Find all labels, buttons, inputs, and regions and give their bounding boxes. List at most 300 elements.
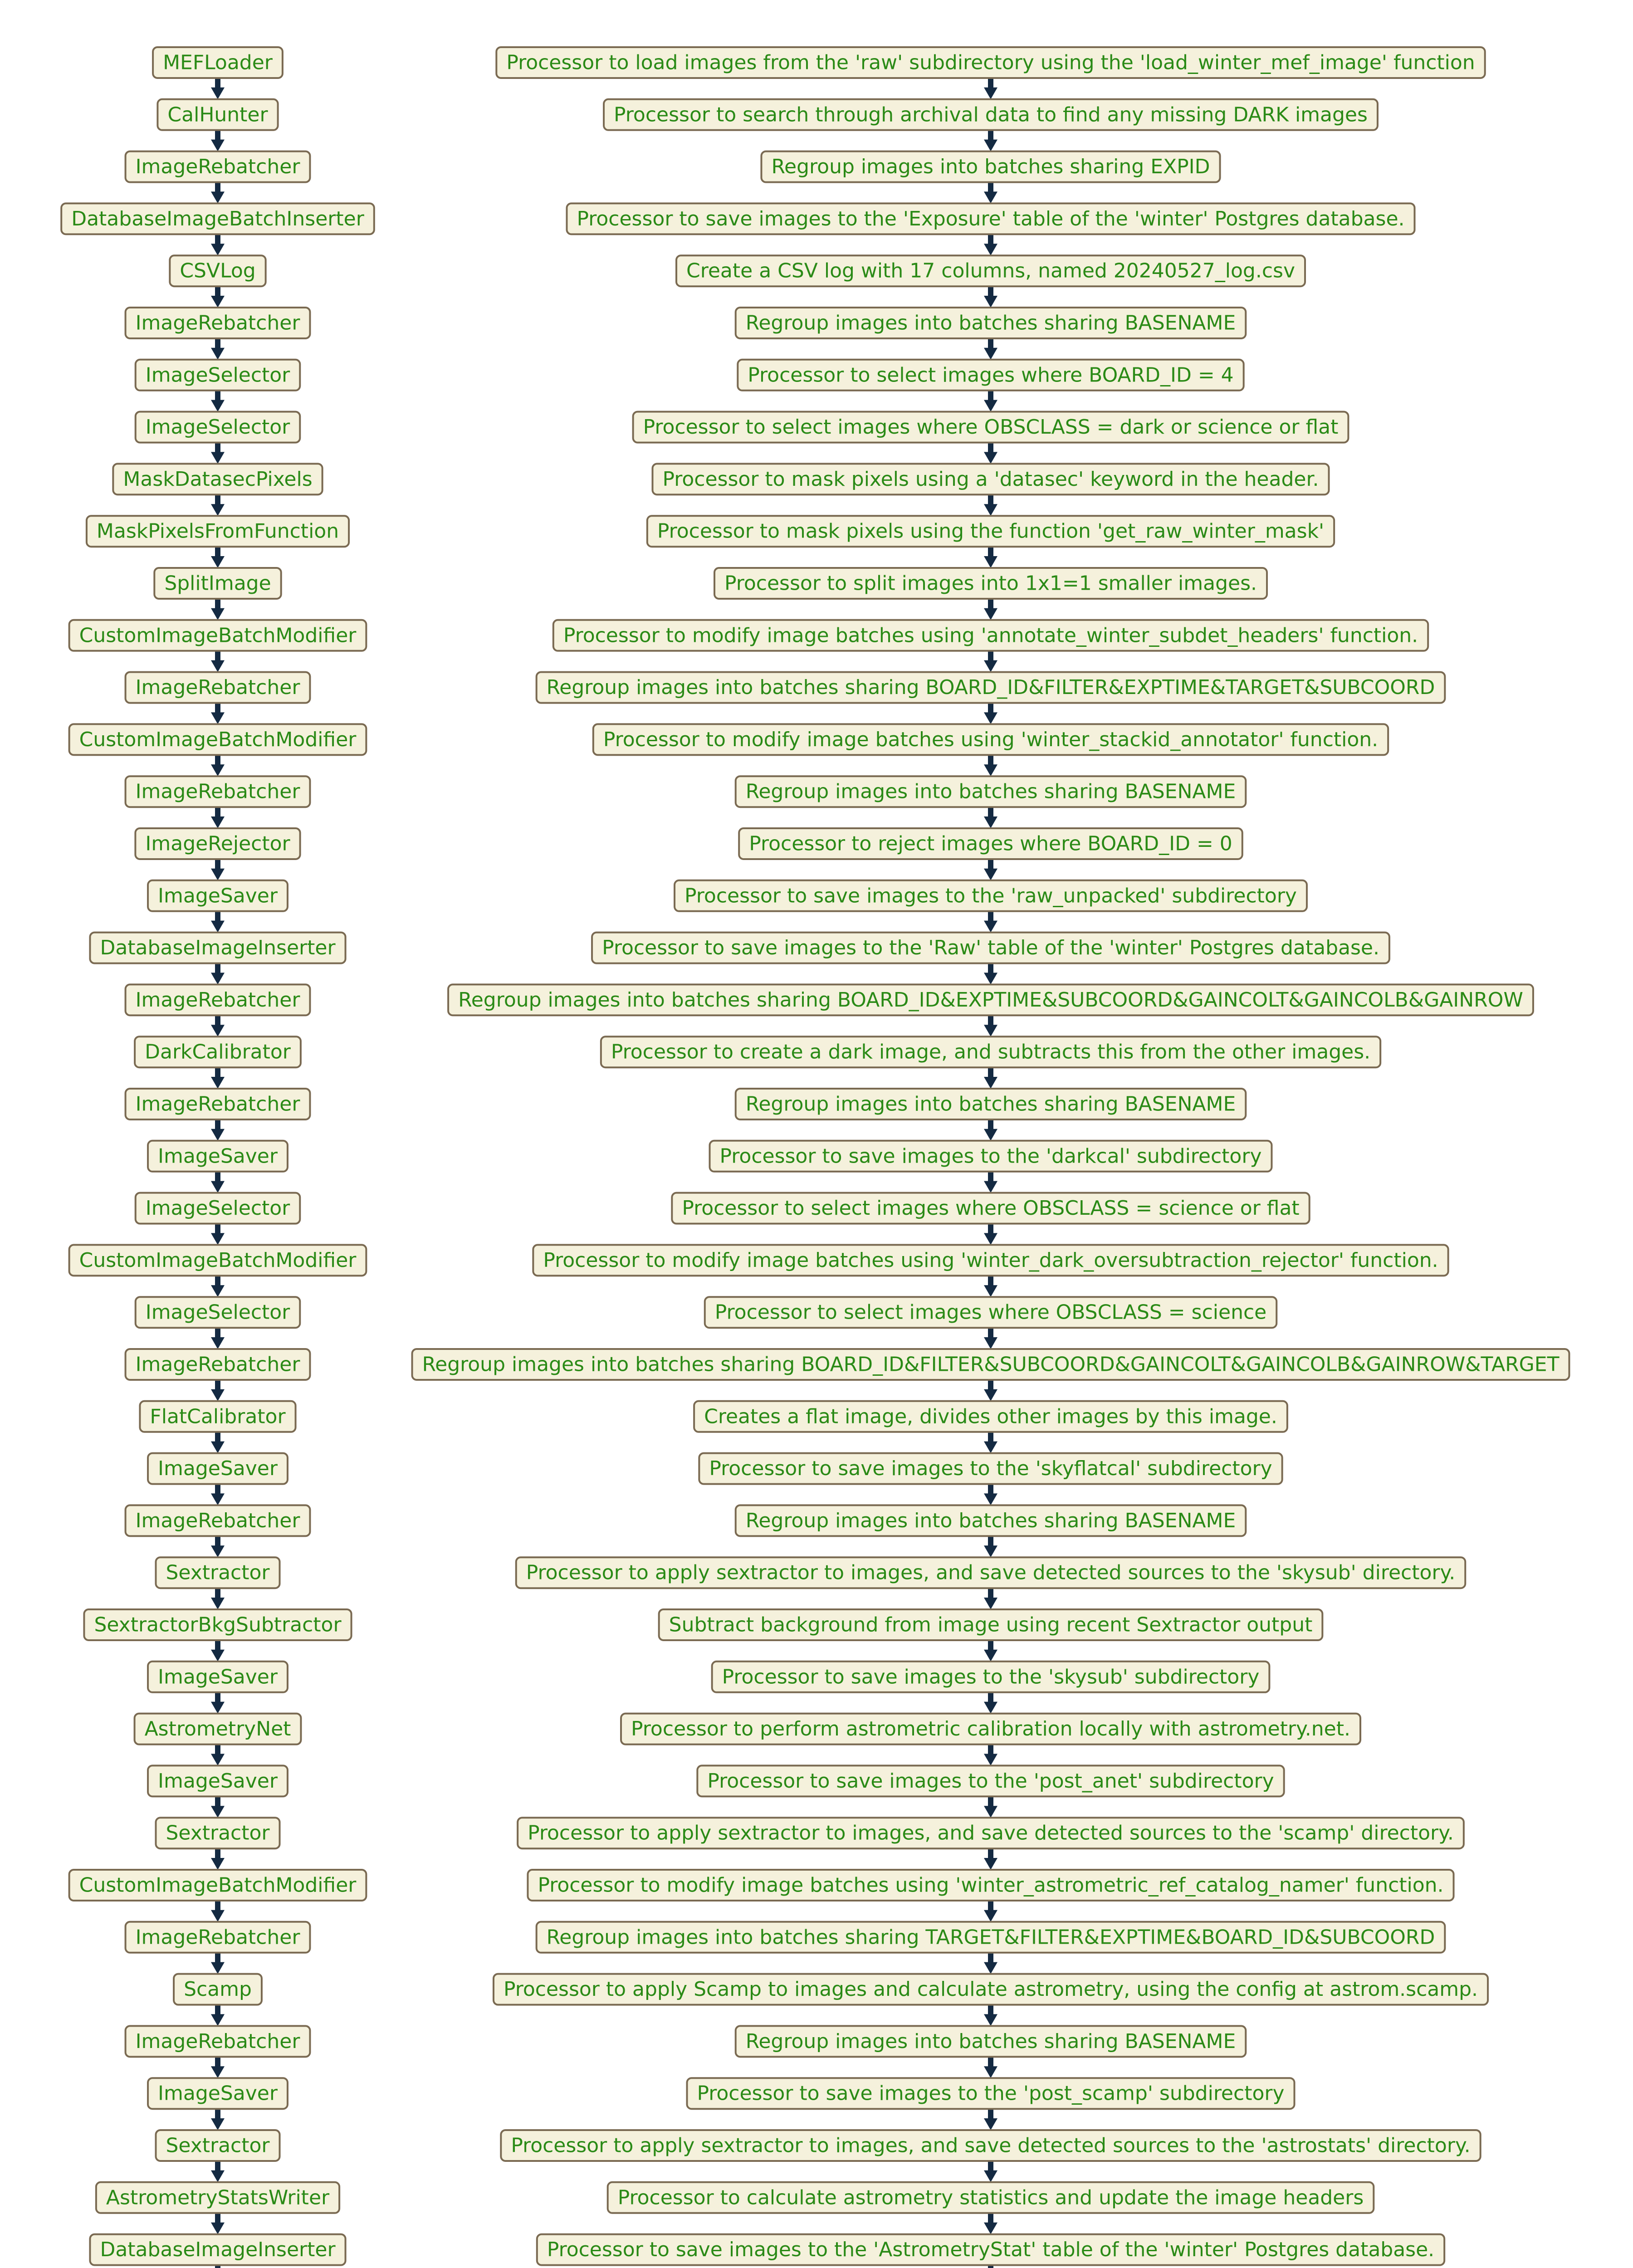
description-node-label: Regroup images into batches sharing BOARD_ID&FILTER&SUBCOORD&GAINCOLT&GAINCOLB&GAINROW&TARGET xyxy=(422,1353,1560,1376)
processor-arrow-head xyxy=(211,400,225,412)
processor-arrow-head xyxy=(211,973,225,984)
processor-arrow-head xyxy=(211,1233,225,1245)
description-node xyxy=(448,984,1533,1015)
description-node-label: Regroup images into batches sharing BASENAME xyxy=(745,1509,1236,1532)
processor-node xyxy=(126,672,310,703)
processor-arrow-head xyxy=(211,1545,225,1557)
processor-node xyxy=(148,880,288,911)
description-node-label: Processor to reject images where BOARD_ID = 0 xyxy=(749,832,1232,855)
processor-node-label: ImageRebatcher xyxy=(135,1509,300,1532)
processor-arrow xyxy=(211,338,225,360)
processor-arrow xyxy=(211,234,225,255)
processor-node xyxy=(87,516,349,547)
processor-node xyxy=(126,1349,310,1380)
processor-arrow-head xyxy=(211,1389,225,1401)
processor-arrow-head xyxy=(211,869,225,880)
description-arrow-head xyxy=(984,2066,997,2078)
description-node xyxy=(537,1922,1445,1953)
description-node-label: Processor to save images to the 'Raw' table of the 'winter' Postgres database. xyxy=(602,936,1379,960)
processor-node-label: CalHunter xyxy=(167,103,268,127)
description-arrow-head xyxy=(984,973,997,984)
processor-node xyxy=(156,1818,279,1848)
description-arrow-head xyxy=(984,1702,997,1714)
description-arrow-head xyxy=(984,660,997,672)
processor-node xyxy=(126,1922,310,1953)
description-node-label: Processor to apply sextractor to images, and save detected sources to the 'scamp' directory. xyxy=(528,1821,1454,1845)
processor-node-label: MaskPixelsFromFunction xyxy=(96,519,339,543)
description-arrow-head xyxy=(984,348,997,360)
description-arrow xyxy=(984,2213,997,2234)
description-node-label: Create a CSV log with 17 columns, named 20240527_log.csv xyxy=(686,259,1295,283)
description-node xyxy=(714,568,1267,599)
description-node xyxy=(621,1714,1360,1745)
description-arrow-head xyxy=(984,1754,997,1765)
processor-node-label: ImageRebatcher xyxy=(135,2029,300,2053)
description-arrow-head xyxy=(984,816,997,828)
processor-node xyxy=(126,984,310,1015)
processor-arrow-head xyxy=(211,504,225,516)
processor-arrow xyxy=(211,1328,225,1349)
description-node-label: Regroup images into batches sharing BASENAME xyxy=(745,780,1236,803)
description-node xyxy=(592,933,1389,963)
description-node-label: Processor to mask pixels using a 'datasec' keyword in the header. xyxy=(662,467,1319,491)
description-node xyxy=(567,203,1414,234)
description-arrow xyxy=(984,286,997,308)
description-arrow xyxy=(984,703,997,724)
processor-arrow-head xyxy=(211,140,225,152)
description-node-label: Processor to save images to the 'skysub' subdirectory xyxy=(722,1665,1260,1689)
processor-arrow xyxy=(211,1224,225,1245)
description-arrow xyxy=(984,1588,997,1609)
processor-arrow xyxy=(211,859,225,880)
processor-arrow xyxy=(211,1484,225,1505)
processor-arrow-head xyxy=(211,764,225,776)
description-arrow xyxy=(984,1953,997,1974)
description-arrow xyxy=(984,494,997,516)
description-arrow xyxy=(984,1224,997,1245)
description-node-label: Processor to save images to the 'raw_unpacked' subdirectory xyxy=(684,884,1297,908)
processor-arrow xyxy=(211,182,225,204)
description-arrow-head xyxy=(984,191,997,203)
processor-arrow-head xyxy=(211,1598,225,1609)
description-arrow xyxy=(984,963,997,985)
processor-arrow-head xyxy=(211,1754,225,1765)
description-node xyxy=(604,99,1378,130)
processor-node-label: Sextractor xyxy=(166,1561,270,1584)
processor-node xyxy=(96,2182,339,2213)
processor-arrow xyxy=(211,2213,225,2234)
processor-arrow-head xyxy=(211,1493,225,1505)
description-arrow xyxy=(984,807,997,828)
processor-arrow xyxy=(211,651,225,672)
processor-arrow xyxy=(211,755,225,776)
description-node xyxy=(738,360,1243,391)
description-arrow xyxy=(984,651,997,672)
processor-node-label: ImageSaver xyxy=(158,1457,278,1481)
processor-node-label: MEFLoader xyxy=(163,51,273,74)
description-arrow xyxy=(984,2005,997,2026)
description-node xyxy=(710,1141,1272,1172)
description-arrow-head xyxy=(984,1545,997,1557)
processor-arrow-head xyxy=(211,2118,225,2130)
description-node xyxy=(739,828,1242,859)
processor-arrow-head xyxy=(211,1129,225,1141)
processor-arrow-head xyxy=(211,1077,225,1089)
description-arrow-head xyxy=(984,504,997,516)
description-arrow xyxy=(984,1796,997,1818)
processor-node xyxy=(84,1609,351,1640)
processor-arrow xyxy=(211,2109,225,2130)
processor-node xyxy=(126,1505,310,1536)
processor-arrow xyxy=(211,703,225,724)
processor-arrow-head xyxy=(211,1806,225,1818)
processor-node-label: ImageRejector xyxy=(145,832,290,855)
description-arrow xyxy=(984,1015,997,1036)
description-arrow-head xyxy=(984,1962,997,1974)
processor-arrow-head xyxy=(211,244,225,255)
description-arrow-head xyxy=(984,2014,997,2026)
processor-arrow-head xyxy=(211,452,225,464)
description-node xyxy=(593,724,1388,755)
description-arrow xyxy=(984,182,997,204)
description-node xyxy=(494,1974,1488,2005)
processor-node xyxy=(113,464,322,494)
processor-node xyxy=(148,1765,288,1796)
processor-node-label: ImageRebatcher xyxy=(135,311,300,335)
processor-arrow-head xyxy=(211,921,225,933)
processor-node xyxy=(154,568,281,599)
description-node-label: Processor to apply sextractor to images, and save detected sources to the 'skysub' directory. xyxy=(526,1561,1456,1584)
processor-node xyxy=(135,1036,301,1067)
processor-arrow-head xyxy=(211,2170,225,2182)
processor-node xyxy=(153,47,283,78)
description-node xyxy=(647,516,1334,547)
description-node-label: Processor to mask pixels using the function 'get_raw_winter_mask' xyxy=(657,519,1325,543)
description-arrow xyxy=(984,1380,997,1401)
description-arrow-head xyxy=(984,1598,997,1609)
description-node-label: Regroup images into batches sharing BOARD_ID&EXPTIME&SUBCOORD&GAINCOLT&GAINCOLB&GAINROW xyxy=(458,988,1523,1012)
description-arrow xyxy=(984,859,997,880)
processor-node xyxy=(126,776,310,807)
processor-node xyxy=(90,2234,345,2265)
description-arrow-head xyxy=(984,1442,997,1453)
processor-node xyxy=(156,2130,279,2161)
description-node xyxy=(553,620,1428,651)
description-node-label: Processor to modify image batches using 'winter_astrometric_ref_catalog_namer' function. xyxy=(538,1873,1444,1897)
node-layer xyxy=(61,47,1569,2268)
description-arrow xyxy=(984,78,997,99)
processor-arrow xyxy=(211,78,225,99)
description-arrow xyxy=(984,1640,997,1662)
processor-arrow xyxy=(211,2005,225,2026)
description-arrow-head xyxy=(984,712,997,724)
description-arrow-head xyxy=(984,400,997,412)
description-arrow-head xyxy=(984,556,997,568)
processor-arrow xyxy=(211,1953,225,1974)
description-arrow xyxy=(984,911,997,933)
description-node xyxy=(659,1609,1323,1640)
description-node xyxy=(736,1505,1246,1536)
description-node xyxy=(705,1297,1276,1328)
processor-arrow xyxy=(211,807,225,828)
description-node xyxy=(608,2182,1374,2213)
processor-arrow xyxy=(211,443,225,464)
processor-arrow-head xyxy=(211,712,225,724)
processor-node xyxy=(69,1870,367,1901)
description-node-label: Regroup images into batches sharing BASENAME xyxy=(745,2029,1236,2053)
description-arrow xyxy=(984,2109,997,2130)
description-node xyxy=(712,1662,1270,1692)
processor-arrow xyxy=(211,1119,225,1141)
processor-arrow-head xyxy=(211,2223,225,2234)
description-arrow-head xyxy=(984,1285,997,1297)
processor-node xyxy=(69,620,367,651)
processor-node-label: ImageSelector xyxy=(145,1197,290,1220)
processor-node-label: CustomImageBatchModifier xyxy=(79,624,357,647)
description-node xyxy=(518,1818,1464,1848)
processor-arrow xyxy=(211,1588,225,1609)
processor-arrow xyxy=(211,1692,225,1714)
processor-node-label: CustomImageBatchModifier xyxy=(79,1248,357,1272)
description-node-label: Processor to select images where OBSCLASS = science or flat xyxy=(682,1197,1300,1220)
description-arrow-head xyxy=(984,1858,997,1870)
description-node xyxy=(501,2130,1480,2161)
processor-node xyxy=(174,1974,262,2005)
processor-arrow xyxy=(211,1796,225,1818)
description-node-label: Regroup images into batches sharing BOARD_ID&FILTER&EXPTIME&TARGET&SUBCOORD xyxy=(546,676,1435,699)
processor-arrow xyxy=(211,1745,225,1766)
processor-node xyxy=(126,1089,310,1119)
processor-node-label: ImageRebatcher xyxy=(135,780,300,803)
description-node xyxy=(516,1557,1465,1588)
processor-node-label: ImageSaver xyxy=(158,1665,278,1689)
processor-node-label: DarkCalibrator xyxy=(145,1040,291,1064)
processor-node-label: DatabaseImageInserter xyxy=(100,936,336,960)
description-node-label: Processor to modify image batches using 'annotate_winter_subdet_headers' function. xyxy=(563,624,1418,647)
processor-arrow-head xyxy=(211,660,225,672)
processor-node-label: ImageRebatcher xyxy=(135,155,300,179)
description-arrow xyxy=(984,1901,997,1922)
description-arrow-head xyxy=(984,2223,997,2234)
processor-arrow xyxy=(211,494,225,516)
description-arrow xyxy=(984,2057,997,2078)
processor-node-label: ImageRebatcher xyxy=(135,1092,300,1116)
processor-arrow xyxy=(211,1380,225,1401)
description-arrow xyxy=(984,599,997,620)
processor-node xyxy=(156,1557,279,1588)
description-arrow-head xyxy=(984,921,997,933)
processor-node-label: CustomImageBatchModifier xyxy=(79,728,357,751)
description-node xyxy=(761,152,1220,182)
processor-node-label: ImageRebatcher xyxy=(135,676,300,699)
description-node-label: Processor to save images to the 'post_scamp' subdirectory xyxy=(697,2082,1285,2105)
description-node-label: Processor to save images to the 'Exposure' table of the 'winter' Postgres database. xyxy=(577,207,1405,230)
processor-node xyxy=(148,1453,288,1484)
description-node xyxy=(537,2234,1444,2265)
description-node xyxy=(653,464,1329,494)
processor-arrow-head xyxy=(211,1337,225,1349)
description-node xyxy=(736,776,1246,807)
description-node-label: Regroup images into batches sharing BASENAME xyxy=(745,1092,1236,1116)
description-node xyxy=(528,1870,1453,1901)
processor-arrow-head xyxy=(211,1025,225,1036)
processor-arrow xyxy=(211,1901,225,1922)
processor-node-label: ImageRebatcher xyxy=(135,1926,300,1949)
description-node-label: Processor to search through archival data to find any missing DARK images xyxy=(614,103,1368,127)
processor-node-label: ImageSelector xyxy=(145,415,290,439)
processor-arrow-head xyxy=(211,1702,225,1714)
processor-arrow xyxy=(211,1172,225,1193)
description-arrow xyxy=(984,1172,997,1193)
processor-node-label: AstrometryNet xyxy=(144,1717,291,1741)
processor-node-label: CSVLog xyxy=(180,259,256,283)
description-arrow xyxy=(984,547,997,568)
description-arrow-head xyxy=(984,244,997,255)
description-node-label: Processor to apply Scamp to images and calculate astrometry, using the config at astrom.scamp. xyxy=(503,1978,1478,2001)
processor-node xyxy=(136,412,300,443)
description-node xyxy=(736,2026,1246,2057)
description-node-label: Processor to load images from the 'raw' subdirectory using the 'load_winter_mef_image' function xyxy=(506,51,1475,74)
processor-arrow-head xyxy=(211,1962,225,1974)
description-node-label: Regroup images into batches sharing TARGET&FILTER&EXPTIME&BOARD_ID&SUBCOORD xyxy=(546,1926,1435,1949)
processor-arrow xyxy=(211,2161,225,2182)
processor-node xyxy=(69,1245,367,1276)
processor-node xyxy=(126,308,310,338)
processor-node xyxy=(140,1401,295,1432)
description-arrow-head xyxy=(984,1910,997,1922)
description-arrow-head xyxy=(984,1181,997,1193)
description-arrow-head xyxy=(984,1806,997,1818)
processor-arrow xyxy=(211,1536,225,1557)
processor-node xyxy=(157,99,278,130)
processor-node-label: ImageRebatcher xyxy=(135,988,300,1012)
description-node xyxy=(496,47,1485,78)
processor-node-label: MaskDatasecPixels xyxy=(123,467,313,491)
description-arrow xyxy=(984,1536,997,1557)
processor-node xyxy=(69,724,367,755)
processor-node xyxy=(126,152,310,182)
description-arrow-head xyxy=(984,1337,997,1349)
processor-node xyxy=(170,255,265,286)
description-node-label: Processor to split images into 1x1=1 smaller images. xyxy=(724,572,1257,595)
description-node-label: Processor to save images to the 'skyflatcal' subdirectory xyxy=(709,1457,1272,1481)
processor-node xyxy=(136,360,300,391)
description-node-label: Creates a flat image, divides other images by this image. xyxy=(704,1405,1277,1428)
description-node-label: Processor to calculate astrometry statistics and update the image headers xyxy=(617,2186,1364,2209)
description-node-label: Subtract background from image using recent Sextractor output xyxy=(669,1613,1313,1637)
processor-arrow xyxy=(211,1432,225,1453)
description-arrow xyxy=(984,130,997,152)
description-arrow xyxy=(984,391,997,412)
description-arrow xyxy=(984,1432,997,1453)
description-arrow xyxy=(984,1745,997,1766)
processor-arrow xyxy=(211,547,225,568)
description-node-label: Processor to save images to the 'darkcal' subdirectory xyxy=(719,1144,1262,1168)
processor-arrow xyxy=(211,1015,225,1036)
description-node xyxy=(736,308,1246,338)
description-arrow-head xyxy=(984,88,997,99)
processor-arrow xyxy=(211,2057,225,2078)
description-arrow-head xyxy=(984,140,997,152)
processor-node-label: SextractorBkgSubtractor xyxy=(94,1613,342,1637)
description-arrow-head xyxy=(984,1233,997,1245)
processor-arrow xyxy=(211,286,225,308)
processor-arrow-head xyxy=(211,191,225,203)
description-arrow xyxy=(984,1119,997,1141)
processor-node xyxy=(126,2026,310,2057)
processor-node-label: DatabaseImageInserter xyxy=(100,2238,336,2262)
description-node xyxy=(675,880,1307,911)
processor-node-label: SplitImage xyxy=(164,572,271,595)
description-node xyxy=(697,1765,1284,1796)
description-node-label: Processor to select images where OBSCLASS = science xyxy=(714,1300,1267,1324)
processor-node-label: ImageSelector xyxy=(145,363,290,387)
description-node-label: Processor to save images to the 'AstrometryStat' table of the 'winter' Postgres database. xyxy=(547,2238,1435,2262)
processor-arrow xyxy=(211,1640,225,1662)
processor-arrow xyxy=(211,391,225,412)
description-node-label: Processor to create a dark image, and subtracts this from the other images. xyxy=(611,1040,1371,1064)
processor-arrow-head xyxy=(211,1442,225,1453)
processor-arrow-head xyxy=(211,1181,225,1193)
processor-arrow-head xyxy=(211,816,225,828)
processor-node xyxy=(135,1714,301,1745)
description-arrow xyxy=(984,1692,997,1714)
description-node xyxy=(601,1036,1380,1067)
description-node xyxy=(412,1349,1569,1380)
processor-arrow xyxy=(211,130,225,152)
processor-node xyxy=(148,1662,288,1692)
processor-node-label: ImageSelector xyxy=(145,1300,290,1324)
description-node-label: Processor to select images where BOARD_ID = 4 xyxy=(748,363,1234,387)
description-arrow-head xyxy=(984,764,997,776)
processor-node-label: ImageSaver xyxy=(158,884,278,908)
description-arrow-head xyxy=(984,2118,997,2130)
processor-node-label: FlatCalibrator xyxy=(150,1405,286,1428)
description-node-label: Regroup images into batches sharing EXPID xyxy=(771,155,1210,179)
description-arrow-head xyxy=(984,1025,997,1036)
description-arrow-head xyxy=(984,608,997,620)
processor-arrow-head xyxy=(211,296,225,308)
processor-node-label: AstrometryStatsWriter xyxy=(106,2186,330,2209)
processor-arrow-head xyxy=(211,1910,225,1922)
processor-arrow xyxy=(211,1067,225,1089)
processor-arrow xyxy=(211,963,225,985)
processor-arrow xyxy=(211,1276,225,1297)
description-arrow-head xyxy=(984,296,997,308)
description-arrow-head xyxy=(984,1650,997,1662)
processor-node xyxy=(90,933,345,963)
processor-arrow-head xyxy=(211,88,225,99)
description-arrow xyxy=(984,1848,997,1870)
processor-node xyxy=(61,203,374,234)
processor-arrow-head xyxy=(211,2014,225,2026)
processor-node-label: ImageSaver xyxy=(158,1144,278,1168)
description-arrow-head xyxy=(984,1493,997,1505)
description-node xyxy=(533,1245,1448,1276)
processor-node-label: ImageRebatcher xyxy=(135,1353,300,1376)
description-arrow xyxy=(984,338,997,360)
description-arrow-head xyxy=(984,869,997,880)
processor-node-label: ImageSaver xyxy=(158,2082,278,2105)
processor-node xyxy=(135,828,300,859)
description-node xyxy=(736,1089,1246,1119)
description-arrow-head xyxy=(984,452,997,464)
description-arrow xyxy=(984,1328,997,1349)
description-node xyxy=(672,1193,1309,1224)
description-node-label: Processor to save images to the 'post_anet' subdirectory xyxy=(707,1769,1274,1793)
processor-arrow-head xyxy=(211,608,225,620)
processor-node-label: Sextractor xyxy=(166,2134,270,2157)
